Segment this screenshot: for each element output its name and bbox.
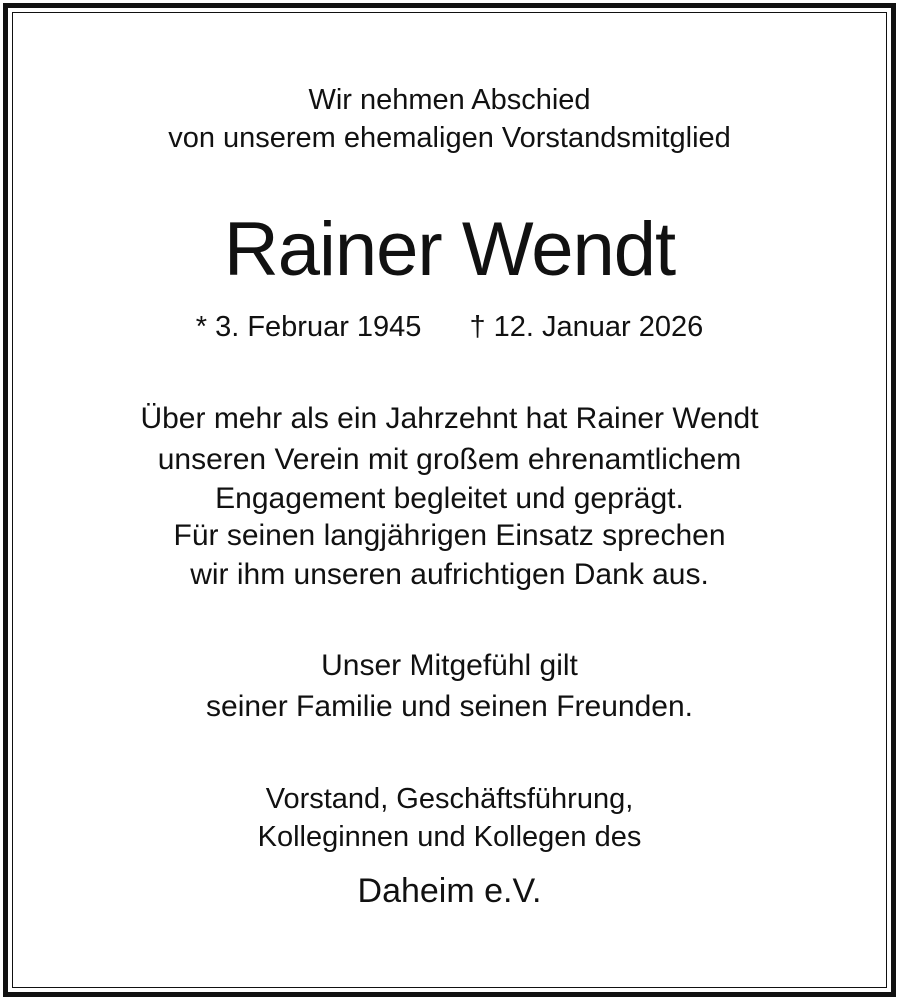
intro-line-1: Wir nehmen Abschied bbox=[308, 84, 591, 116]
condolence-line-1: Unser Mitgefühl gilt bbox=[321, 649, 578, 682]
intro-line-2: von unserem ehemaligen Vorstandsmitglied bbox=[168, 122, 731, 154]
tribute-line-3: Engagement begleitet und geprägt. bbox=[215, 482, 684, 515]
organization-name: Daheim e.V. bbox=[357, 872, 542, 910]
signature-line-1: Vorstand, Geschäftsführung, bbox=[265, 783, 634, 815]
tribute-line-5: wir ihm unseren aufrichtigen Dank aus. bbox=[190, 558, 709, 591]
death-date: † 12. Januar 2026 bbox=[469, 311, 704, 343]
tribute-line-1: Über mehr als ein Jahrzehnt hat Rainer Wendt bbox=[140, 402, 759, 435]
signature-line-2: Kolleginnen und Kollegen des bbox=[257, 821, 642, 853]
tribute-line-4: Für seinen langjährigen Einsatz sprechen bbox=[173, 519, 726, 552]
birth-date: * 3. Februar 1945 bbox=[195, 311, 422, 343]
life-dates bbox=[0, 308, 899, 346]
deceased-name: Rainer Wendt bbox=[223, 207, 676, 292]
tribute-line-2: unseren Verein mit großem ehrenamtlichem bbox=[157, 443, 742, 476]
condolence-line-2: seiner Familie und seinen Freunden. bbox=[206, 690, 693, 723]
